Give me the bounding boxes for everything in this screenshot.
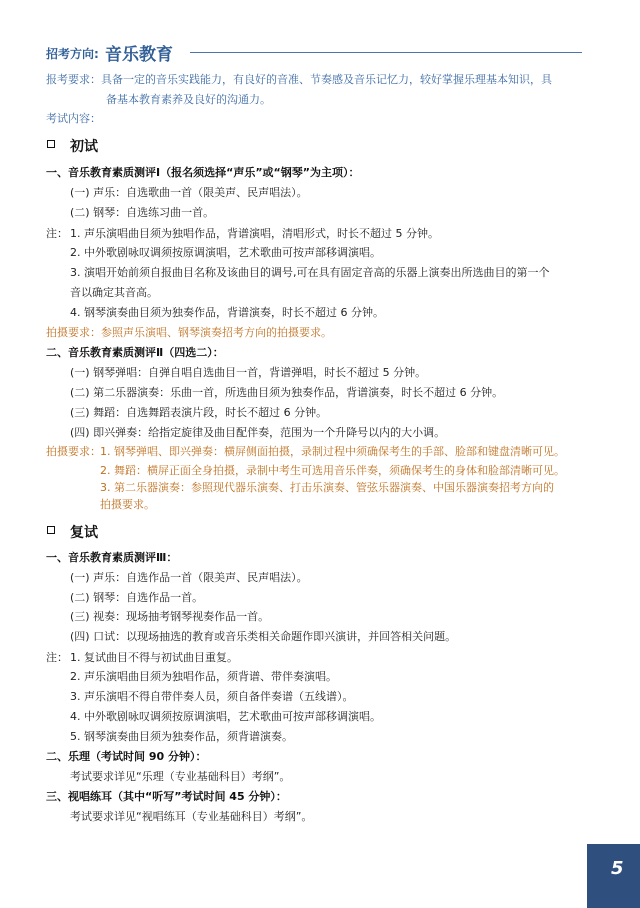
retest-part2-title: 二、乐理（考试时间 90 分钟）： bbox=[46, 750, 207, 763]
retest-part3-title: 三、视唱练耳（其中“听写”考试时间 45 分钟）： bbox=[46, 790, 287, 803]
retest-part3-text: 考试要求详见“视唱练耳（专业基础科目）考纲”。 bbox=[70, 810, 313, 823]
list-item: (一) 钢琴弹唱：自弹自唱自选曲目一首，背谱弹唱，时长不超过 5 分钟。 bbox=[70, 366, 427, 379]
checkbox-square-icon bbox=[47, 140, 55, 148]
retest-part2-text: 考试要求详见“乐理（专业基础科目）考纲”。 bbox=[70, 770, 291, 783]
note-item: 2. 中外歌剧咏叹调须按原调演唱，艺术歌曲可按声部移调演唱。 bbox=[70, 246, 381, 259]
page-title: 音乐教育 bbox=[105, 45, 173, 65]
requirement-line-1: 报考要求：具备一定的音乐实践能力，有良好的音准、节奏感及音乐记忆力，较好掌握乐理基本知识，具 bbox=[46, 73, 552, 86]
list-item: (三) 视奏：现场抽考钢琴视奏作品一首。 bbox=[70, 610, 270, 623]
page-number: 5 bbox=[611, 858, 624, 879]
note-item: 4. 中外歌剧咏叹调须按原调演唱，艺术歌曲可按声部移调演唱。 bbox=[70, 710, 381, 723]
note-item: 4. 钢琴演奏曲目须为独奏作品，背谱演奏，时长不超过 6 分钟。 bbox=[70, 306, 384, 319]
prelim-part2-title: 二、音乐教育素质测评Ⅱ（四选二）： bbox=[46, 346, 224, 359]
prelim-part1-title: 一、音乐教育素质测评Ⅰ（报名须选择“声乐”或“钢琴”为主项）： bbox=[46, 166, 360, 179]
list-item: (一) 声乐：自选作品一首（限美声、民声唱法）。 bbox=[70, 571, 308, 584]
direction-label: 招考方向: bbox=[46, 47, 99, 61]
shooting-item: 2. 舞蹈：横屏正面全身拍摄，录制中考生可选用音乐伴奏，须确保考生的身体和脸部清晰可见。 bbox=[100, 464, 565, 477]
checkbox-square-icon bbox=[47, 526, 55, 534]
note-item: 3. 演唱开始前须自报曲目名称及该曲目的调号,可在具有固定音高的乐器上演奏出所选曲目的第一个 bbox=[70, 266, 550, 279]
list-item: (三) 舞蹈：自选舞蹈表演片段，时长不超过 6 分钟。 bbox=[70, 406, 328, 419]
list-item: (二) 钢琴：自选练习曲一首。 bbox=[70, 206, 215, 219]
list-item: (二) 钢琴：自选作品一首。 bbox=[70, 591, 204, 604]
exam-content-label: 考试内容： bbox=[46, 112, 101, 125]
requirement-line-2: 备基本教育素养及良好的沟通力。 bbox=[106, 93, 271, 106]
note-item: 5. 钢琴演奏曲目须为独奏作品，须背谱演奏。 bbox=[70, 730, 293, 743]
list-item: (四) 口试：以现场抽选的教育或音乐类相关命题作即兴演讲，并回答相关问题。 bbox=[70, 630, 457, 643]
shooting-item: 3. 第二乐器演奏：参照现代器乐演奏、打击乐演奏、管弦乐器演奏、中国乐器演奏招考方向的 bbox=[100, 481, 554, 494]
shooting-item: 1. 钢琴弹唱、即兴弹奏：横屏侧面拍摄，录制过程中须确保考生的手部、脸部和键盘清晰可见。 bbox=[100, 445, 565, 458]
shooting-item: 拍摄要求。 bbox=[100, 498, 155, 511]
shooting-label: 拍摄要求： bbox=[46, 445, 101, 458]
list-item: (一) 声乐：自选歌曲一首（限美声、民声唱法）。 bbox=[70, 186, 308, 199]
notes-label: 注： bbox=[46, 651, 68, 664]
header-rule bbox=[190, 52, 582, 53]
retest-part1-title: 一、音乐教育素质测评Ⅲ： bbox=[46, 551, 178, 564]
list-item: (二) 第二乐器演奏：乐曲一首，所选曲目须为独奏作品，背谱演奏，时长不超过 6 分钟。 bbox=[70, 386, 504, 399]
shooting-requirement: 拍摄要求：参照声乐演唱、钢琴演奏招考方向的拍摄要求。 bbox=[46, 326, 332, 339]
notes-label: 注： bbox=[46, 227, 68, 240]
note-item: 1. 声乐演唱曲目须为独唱作品，背谱演唱，清唱形式，时长不超过 5 分钟。 bbox=[70, 227, 439, 240]
section-heading-retest: 复试 bbox=[70, 525, 98, 541]
list-item: (四) 即兴弹奏：给指定旋律及曲目配伴奏，范围为一个升降号以内的大小调。 bbox=[70, 426, 446, 439]
note-item: 1. 复试曲目不得与初试曲目重复。 bbox=[70, 651, 238, 664]
note-item: 3. 声乐演唱不得自带伴奏人员，须自备伴奏谱（五线谱）。 bbox=[70, 690, 354, 703]
section-heading-prelim: 初试 bbox=[70, 139, 98, 155]
note-item: 2. 声乐演唱曲目须为独唱作品，须背谱、带伴奏演唱。 bbox=[70, 670, 337, 683]
note-item: 音以确定其音高。 bbox=[70, 286, 158, 299]
